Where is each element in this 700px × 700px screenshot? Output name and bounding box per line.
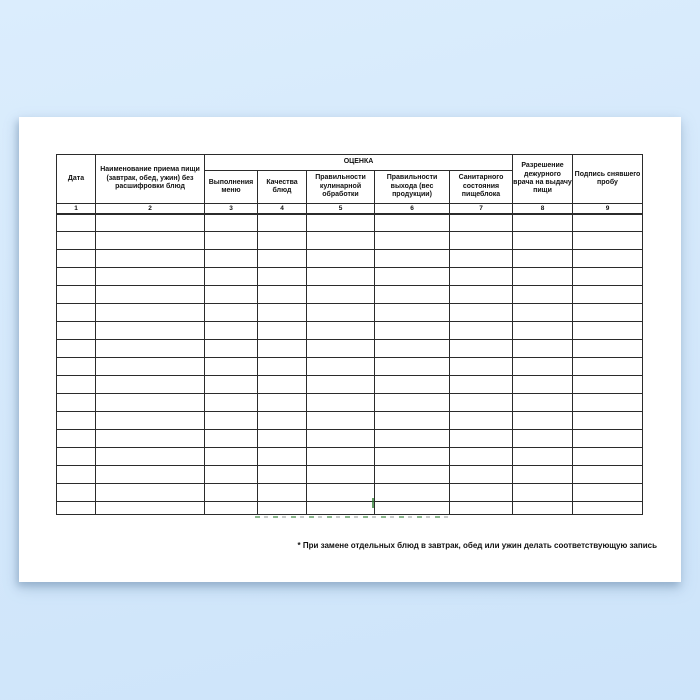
document-page (19, 117, 681, 582)
empty-cell (96, 484, 205, 502)
empty-cell (57, 358, 96, 376)
empty-cell (573, 502, 643, 515)
col-header-date: Дата (57, 155, 96, 204)
table-row (57, 286, 643, 304)
food-sample-journal-table (56, 154, 643, 515)
empty-cell (450, 358, 513, 376)
empty-cell (258, 250, 307, 268)
empty-cell (307, 232, 375, 250)
empty-cell (375, 448, 450, 466)
empty-cell (205, 448, 258, 466)
empty-cell (307, 250, 375, 268)
empty-cell (513, 484, 573, 502)
empty-cell (573, 304, 643, 322)
empty-cell (57, 484, 96, 502)
empty-cell (513, 430, 573, 448)
empty-cell (96, 268, 205, 286)
table-row (57, 214, 643, 232)
empty-cell (307, 376, 375, 394)
col-number: 4 (258, 204, 307, 214)
empty-cell (96, 286, 205, 304)
empty-cell (450, 304, 513, 322)
empty-cell (375, 286, 450, 304)
empty-cell (258, 214, 307, 232)
empty-cell (307, 466, 375, 484)
table-row (57, 484, 643, 502)
empty-cell (57, 466, 96, 484)
empty-cell (96, 466, 205, 484)
empty-cell (573, 250, 643, 268)
empty-cell (375, 250, 450, 268)
empty-cell (450, 268, 513, 286)
empty-cell (573, 484, 643, 502)
empty-cell (258, 376, 307, 394)
empty-cell (96, 412, 205, 430)
empty-cell (450, 466, 513, 484)
empty-cell (513, 448, 573, 466)
empty-cell (205, 466, 258, 484)
empty-cell (375, 376, 450, 394)
empty-cell (205, 412, 258, 430)
col-number: 1 (57, 204, 96, 214)
empty-cell (375, 232, 450, 250)
table-row (57, 358, 643, 376)
empty-cell (307, 268, 375, 286)
table-row (57, 394, 643, 412)
empty-cell (96, 232, 205, 250)
empty-cell (450, 250, 513, 268)
table-row (57, 322, 643, 340)
header-group-row (57, 155, 643, 171)
empty-cell (375, 268, 450, 286)
empty-cell (57, 214, 96, 232)
empty-cell (57, 268, 96, 286)
empty-cell (573, 376, 643, 394)
empty-cell (307, 484, 375, 502)
empty-cell (57, 286, 96, 304)
empty-cell (307, 412, 375, 430)
empty-cell (573, 448, 643, 466)
empty-cell (307, 286, 375, 304)
empty-cell (57, 376, 96, 394)
empty-cell (375, 430, 450, 448)
empty-cell (57, 250, 96, 268)
empty-cell (258, 340, 307, 358)
empty-cell (57, 430, 96, 448)
empty-cell (375, 394, 450, 412)
empty-cell (57, 394, 96, 412)
empty-cell (96, 376, 205, 394)
empty-cell (205, 268, 258, 286)
empty-cell (307, 340, 375, 358)
table-row (57, 430, 643, 448)
empty-cell (450, 484, 513, 502)
empty-cell (513, 250, 573, 268)
empty-cell (513, 502, 573, 515)
empty-cell (258, 394, 307, 412)
col-header-meal-name: Наименование приема пищи (завтрак, обед, ужин) без расшифровки блюд (96, 155, 205, 204)
empty-cell (258, 484, 307, 502)
table-row (57, 466, 643, 484)
empty-cell (96, 322, 205, 340)
empty-cell (205, 286, 258, 304)
empty-cell (375, 340, 450, 358)
empty-cell (450, 322, 513, 340)
empty-cell (96, 430, 205, 448)
empty-cell (375, 466, 450, 484)
entries-body (57, 214, 643, 515)
grade-group-header: ОЦЕНКА (205, 155, 513, 171)
empty-cell (307, 448, 375, 466)
empty-cell (450, 394, 513, 412)
empty-cell (573, 358, 643, 376)
col-header-doctor-permission: Разрешение дежурного врача на выдачу пищи (513, 155, 573, 204)
empty-cell (450, 286, 513, 304)
empty-cell (258, 286, 307, 304)
empty-cell (205, 358, 258, 376)
col-header-dish-quality: Качества блюд (258, 171, 307, 204)
table-row (57, 304, 643, 322)
empty-cell (205, 430, 258, 448)
empty-cell (57, 304, 96, 322)
watermark-tick (372, 498, 374, 508)
empty-cell (96, 502, 205, 515)
empty-cell (307, 430, 375, 448)
col-header-sample-signature: Подпись снявшего пробу (573, 155, 643, 204)
col-header-menu-fulfillment: Выполнения меню (205, 171, 258, 204)
table-row (57, 232, 643, 250)
empty-cell (57, 412, 96, 430)
empty-cell (205, 394, 258, 412)
table-header (57, 155, 643, 214)
empty-cell (573, 286, 643, 304)
empty-cell (96, 340, 205, 358)
empty-cell (57, 502, 96, 515)
empty-cell (450, 448, 513, 466)
empty-cell (450, 430, 513, 448)
col-number: 6 (375, 204, 450, 214)
empty-cell (258, 232, 307, 250)
empty-cell (96, 394, 205, 412)
empty-cell (57, 232, 96, 250)
col-number: 3 (205, 204, 258, 214)
empty-cell (205, 484, 258, 502)
empty-cell (205, 250, 258, 268)
empty-cell (513, 286, 573, 304)
empty-cell (205, 232, 258, 250)
empty-cell (258, 466, 307, 484)
col-header-sanitary-state: Санитарного состояния пищеблока (450, 171, 513, 204)
empty-cell (375, 502, 450, 515)
table-row (57, 376, 643, 394)
empty-cell (450, 502, 513, 515)
empty-cell (450, 340, 513, 358)
empty-cell (573, 466, 643, 484)
empty-cell (205, 214, 258, 232)
empty-cell (307, 502, 375, 515)
empty-cell (258, 448, 307, 466)
table-row (57, 340, 643, 358)
table-row (57, 502, 643, 515)
table-row (57, 268, 643, 286)
empty-cell (573, 214, 643, 232)
empty-cell (205, 322, 258, 340)
empty-cell (258, 268, 307, 286)
empty-cell (96, 448, 205, 466)
empty-cell (96, 304, 205, 322)
empty-cell (96, 358, 205, 376)
table-row (57, 412, 643, 430)
empty-cell (450, 412, 513, 430)
header-number-row (57, 204, 643, 214)
empty-cell (57, 322, 96, 340)
empty-cell (450, 376, 513, 394)
empty-cell (258, 358, 307, 376)
empty-cell (513, 376, 573, 394)
empty-cell (573, 430, 643, 448)
empty-cell (573, 268, 643, 286)
empty-cell (573, 232, 643, 250)
empty-cell (258, 502, 307, 515)
empty-cell (307, 214, 375, 232)
col-number: 8 (513, 204, 573, 214)
empty-cell (205, 340, 258, 358)
col-header-cooking-correctness: Правильности кулинарной обработки (307, 171, 375, 204)
col-number: 9 (573, 204, 643, 214)
empty-cell (375, 412, 450, 430)
empty-cell (307, 358, 375, 376)
empty-cell (375, 304, 450, 322)
empty-cell (513, 232, 573, 250)
empty-cell (57, 340, 96, 358)
empty-cell (450, 232, 513, 250)
empty-cell (307, 322, 375, 340)
empty-cell (573, 412, 643, 430)
empty-cell (375, 322, 450, 340)
empty-cell (258, 322, 307, 340)
empty-cell (513, 268, 573, 286)
empty-cell (205, 502, 258, 515)
empty-cell (96, 250, 205, 268)
empty-cell (573, 394, 643, 412)
empty-cell (573, 340, 643, 358)
empty-cell (96, 214, 205, 232)
empty-cell (513, 412, 573, 430)
empty-cell (307, 304, 375, 322)
empty-cell (513, 322, 573, 340)
col-header-output-weight-correctness: Правильности выхода (вес продукции) (375, 171, 450, 204)
col-number: 2 (96, 204, 205, 214)
empty-cell (513, 394, 573, 412)
table-row (57, 250, 643, 268)
empty-cell (258, 430, 307, 448)
empty-cell (375, 358, 450, 376)
empty-cell (513, 214, 573, 232)
empty-cell (513, 304, 573, 322)
empty-cell (513, 358, 573, 376)
watermark-dashes (255, 516, 451, 518)
empty-cell (573, 322, 643, 340)
table-row (57, 448, 643, 466)
empty-cell (205, 304, 258, 322)
empty-cell (450, 214, 513, 232)
col-number: 5 (307, 204, 375, 214)
empty-cell (57, 448, 96, 466)
empty-cell (258, 304, 307, 322)
empty-cell (513, 466, 573, 484)
empty-cell (513, 340, 573, 358)
empty-cell (205, 376, 258, 394)
empty-cell (375, 214, 450, 232)
empty-cell (375, 484, 450, 502)
empty-cell (258, 412, 307, 430)
footnote: * При замене отдельных блюд в завтрак, обед или ужин делать соответствующую запись (297, 541, 657, 550)
col-number: 7 (450, 204, 513, 214)
empty-cell (307, 394, 375, 412)
